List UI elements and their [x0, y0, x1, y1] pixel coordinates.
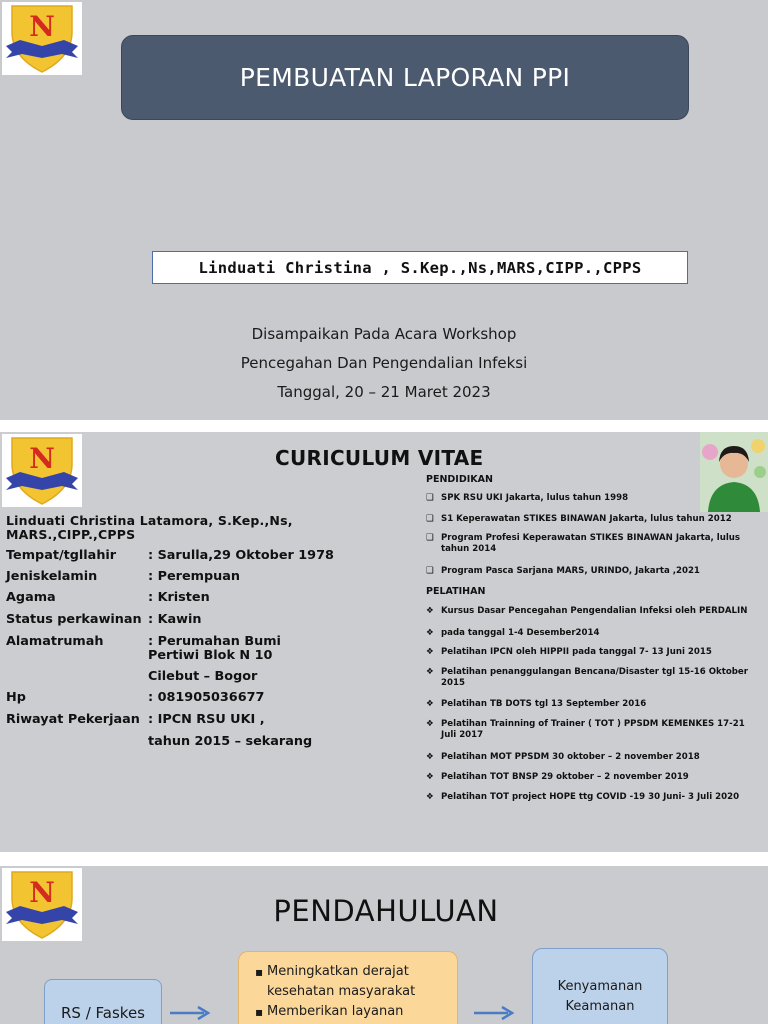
presenter-name: Linduati Christina , S.Kep.,Ns,MARS,CIPP.,CPPS — [198, 258, 642, 277]
section-heading-pelatihan: PELATIHAN — [426, 586, 486, 597]
cv-label: Jeniskelamin — [6, 569, 98, 584]
cv-title: CURICULUM VITAE — [275, 446, 484, 470]
cv-value: Pertiwi Blok N 10 — [148, 648, 273, 663]
cv-full-name: Linduati Christina Latamora, S.Kep.,Ns, MARS.,CIPP.,CPPS — [6, 513, 293, 542]
arrow-right-icon — [168, 1005, 212, 1021]
title-box — [121, 35, 689, 120]
cv-value: : IPCN RSU UKI , — [148, 712, 265, 727]
cv-value: : Kawin — [148, 612, 202, 627]
presenter-box — [152, 251, 688, 284]
list-item: ❑ S1 Keperawatan STIKES BINAWAN Jakarta, lulus tahun 2012 — [426, 514, 732, 524]
outcome-line: Keamanan — [565, 999, 635, 1014]
cv-value: : Sarulla,29 Oktober 1978 — [148, 548, 334, 563]
cv-label: Status perkawinan — [6, 612, 142, 627]
list-item: ❖ Pelatihan MOT PPSDM 30 oktober – 2 november 2018 — [426, 752, 700, 762]
list-item: ❖ Pelatihan penanggulangan Bencana/Disaster tgl 15-16 Oktober 2015 — [426, 667, 748, 688]
event-date: Tanggal, 20 – 21 Maret 2023 — [277, 383, 491, 401]
event-line-2: Pencegahan Dan Pengendalian Infeksi — [240, 354, 528, 372]
section-title: PENDAHULUAN — [273, 894, 499, 928]
slide-pendahuluan — [0, 866, 768, 1024]
svg-text:N: N — [29, 442, 55, 475]
list-item: ❖ Pelatihan Trainning of Trainer ( TOT ) PPSDM KEMENKES 17-21 Juli 2017 — [426, 719, 745, 740]
list-item: ❑ Program Pasca Sarjana MARS, URINDO, Jakarta ,2021 — [426, 566, 700, 576]
slide-title — [0, 0, 768, 420]
list-item: ▪ Meningkatkan derajat kesehatan masyarakat — [255, 962, 447, 1002]
section-heading-pendidikan: PENDIDIKAN — [426, 474, 493, 485]
cv-value: : Perempuan — [148, 569, 240, 584]
svg-text:N: N — [29, 10, 55, 43]
list-item: ❖ Pelatihan TOT project HOPE ttg COVID -19 30 Juni- 3 Juli 2020 — [426, 792, 740, 802]
svg-text:N: N — [29, 876, 55, 909]
arrow-right-icon — [472, 1005, 516, 1021]
list-item: ❖ pada tanggal 1-4 Desember2014 — [426, 628, 600, 638]
list-item: ❑ SPK RSU UKI Jakarta, lulus tahun 1998 — [426, 493, 629, 503]
logo-badge — [2, 2, 82, 75]
shield-logo-icon — [2, 434, 82, 507]
cv-value: : Perumahan Bumi — [148, 634, 281, 649]
page-title: PEMBUATAN LAPORAN PPI — [239, 63, 571, 92]
list-item: ❖ Pelatihan IPCN oleh HIPPII pada tanggal 7- 13 Juni 2015 — [426, 647, 712, 657]
flow-box-goals — [238, 951, 458, 1024]
cv-value: : Kristen — [148, 590, 210, 605]
list-item: ❑ Program Profesi Keperawatan STIKES BINAWAN Jakarta, lulus tahun 2014 — [426, 533, 740, 554]
flow-box-rs: RS / Faskes — [44, 979, 162, 1024]
cv-label: Tempat/tgllahir — [6, 548, 117, 563]
event-line-1: Disampaikan Pada Acara Workshop — [251, 325, 517, 343]
cv-label: Agama — [6, 590, 56, 605]
cv-value: : 081905036677 — [148, 690, 265, 705]
logo-badge — [2, 434, 82, 507]
list-item: ❖ Pelatihan TOT BNSP 29 oktober – 2 november 2019 — [426, 772, 689, 782]
slide-cv — [0, 432, 768, 852]
shield-logo-icon — [2, 2, 82, 75]
list-item: ❖ Pelatihan TB DOTS tgl 13 September 2016 — [426, 699, 647, 709]
cv-label: Riwayat Pekerjaan — [6, 712, 140, 727]
cv-value: Cilebut – Bogor — [148, 669, 258, 684]
outcome-line: Kenyamanan — [557, 979, 643, 994]
cv-label: Alamatrumah — [6, 634, 104, 649]
list-item: ▪ Memberikan layanan — [255, 1002, 447, 1022]
cv-label: Hp — [6, 690, 26, 705]
list-item: ❖ Kursus Dasar Pencegahan Pengendalian Infeksi oleh PERDALIN — [426, 606, 748, 616]
cv-value: tahun 2015 – sekarang — [148, 734, 313, 749]
flow-box-outcome — [532, 948, 668, 1024]
